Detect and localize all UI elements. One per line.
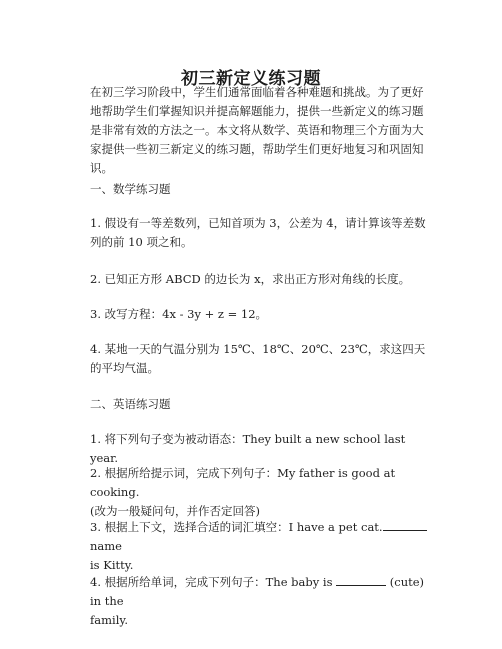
math-question-2: 2. 已知正方形 ABCD 的边长为 x，求出正方形对角线的长度。	[90, 272, 411, 286]
english-heading: 二、英语练习题	[90, 397, 171, 411]
english-question-1: 1. 将下列句子变为被动语态：They built a new school last year.	[90, 432, 406, 465]
math-question-4: 4. 某地一天的气温分别为 15℃、18℃、20℃、23℃，求这四天的平均气温。	[90, 342, 426, 375]
fill-in-blank[interactable]	[383, 518, 427, 531]
english-question-3-text: 3. 根据上下文，选择合适的词汇填空：I have a pet cat.	[90, 520, 383, 534]
english-question-2	[90, 464, 434, 521]
math-heading: 一、数学练习题	[90, 182, 171, 196]
english-question-3-line-2: is Kitty.	[90, 558, 134, 572]
math-question-1: 1. 假设有一等差数列，已知首项为 3，公差为 4，请计算该等差数列的前 10 项之和。	[90, 216, 426, 249]
fill-in-blank[interactable]	[336, 573, 386, 586]
english-question-4	[90, 573, 434, 630]
english-question-3	[90, 518, 434, 575]
english-question-2-line-1: 2. 根据所给提示词，完成下列句子：My father is good at cooking.	[90, 466, 396, 499]
english-question-2-line-2: (改为一般疑问句，并作否定回答)	[90, 504, 260, 518]
english-question-4-text: 4. 根据所给单词，完成下列句子：The baby is	[90, 575, 333, 589]
document-title: 初三新定义练习题	[181, 69, 321, 89]
math-question-3: 3. 改写方程：4x - 3y + z = 12。	[90, 307, 268, 321]
english-question-3-text-after: name	[90, 539, 122, 553]
intro-paragraph: 在初三学习阶段中，学生们通常面临着各种难题和挑战。为了更好地帮助学生们掌握知识并提高解题能力，提供一些新定义的练习题是非常有效的方法之一。本文将从数学、英语和物理三个方面为大家提供一些初三新定义的练习题，帮助学生们更好地复习和巩固知识。	[90, 85, 424, 175]
english-question-4-text-after: (cute) in the	[90, 575, 425, 608]
english-question-4-line-2: family.	[90, 613, 128, 627]
